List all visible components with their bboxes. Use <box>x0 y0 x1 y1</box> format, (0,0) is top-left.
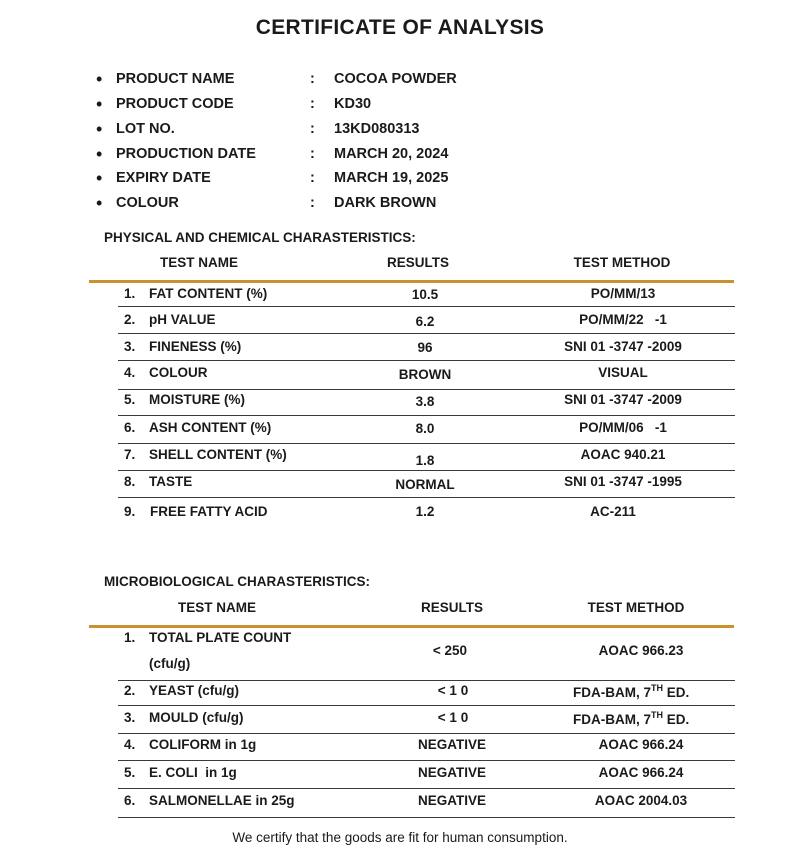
info-value: MARCH 19, 2025 <box>334 170 449 186</box>
row-number: 5. <box>124 392 136 407</box>
row-divider <box>118 733 735 734</box>
row-number: 8. <box>124 474 136 489</box>
test-name: FREE FATTY ACID <box>150 504 268 519</box>
test-method: PO/MM/22 -1 <box>579 312 667 327</box>
row-number: 6. <box>124 420 136 435</box>
bullet-icon: • <box>96 168 103 188</box>
row-number: 1. <box>124 630 136 645</box>
bullet-icon: • <box>96 94 103 114</box>
test-method: PO/MM/06 -1 <box>579 420 667 435</box>
row-number: 4. <box>124 365 136 380</box>
row-number: 2. <box>124 683 136 698</box>
test-method: SNI 01 -3747 -1995 <box>564 474 682 489</box>
info-value: COCOA POWDER <box>334 71 457 87</box>
micro-header-test-method: TEST METHOD <box>587 600 685 615</box>
info-label: PRODUCTION DATE <box>116 146 256 162</box>
header-divider <box>89 625 734 628</box>
test-name: SALMONELLAE in 25g <box>149 793 295 808</box>
info-separator: : <box>310 170 315 186</box>
row-number: 6. <box>124 793 136 808</box>
info-value: DARK BROWN <box>334 195 437 211</box>
row-number: 1. <box>124 286 136 301</box>
row-divider <box>118 306 735 307</box>
test-method: AOAC 966.23 <box>598 643 684 658</box>
test-method: SNI 01 -3747 -2009 <box>564 339 682 354</box>
test-method: PO/MM/13 <box>590 286 656 301</box>
test-method: AOAC 940.21 <box>580 447 666 462</box>
test-result: NEGATIVE <box>417 793 486 808</box>
test-method: AC-211 <box>590 504 636 519</box>
test-result: < 1 0 <box>437 710 469 725</box>
row-divider <box>118 817 735 818</box>
micro-header-test-name: TEST NAME <box>178 600 257 615</box>
row-divider <box>118 497 735 498</box>
test-name: TOTAL PLATE COUNT <box>149 630 292 645</box>
row-number: 5. <box>124 765 136 780</box>
row-number: 3. <box>124 339 136 354</box>
bullet-icon: • <box>96 144 103 164</box>
test-result: NEGATIVE <box>417 737 486 752</box>
info-label: LOT NO. <box>116 121 175 137</box>
info-label: PRODUCT CODE <box>116 96 234 112</box>
physical-header-results: RESULTS <box>386 255 449 270</box>
row-divider <box>118 788 735 789</box>
test-name: COLIFORM in 1g <box>149 737 257 752</box>
info-label: EXPIRY DATE <box>116 170 211 186</box>
row-divider <box>118 470 735 471</box>
info-value: KD30 <box>334 96 372 112</box>
test-name: COLOUR <box>149 365 208 380</box>
info-value: 13KD080313 <box>334 121 420 137</box>
test-result: 96 <box>417 340 433 355</box>
bullet-icon: • <box>96 119 103 139</box>
row-number: 7. <box>124 447 136 462</box>
info-separator: : <box>310 71 315 87</box>
test-result: 3.8 <box>415 394 435 409</box>
test-result: 10.5 <box>411 287 439 302</box>
row-number: 2. <box>124 312 136 327</box>
test-method: VISUAL <box>598 365 648 380</box>
test-result: 6.2 <box>415 314 435 329</box>
info-label: COLOUR <box>116 195 179 211</box>
info-label: PRODUCT NAME <box>116 71 235 87</box>
test-result: < 1 0 <box>437 683 469 698</box>
row-divider <box>118 705 735 706</box>
header-divider <box>89 280 734 283</box>
row-divider <box>118 389 735 390</box>
certification-statement: We certify that the goods are fit for human consumption. <box>232 830 568 845</box>
test-result: NORMAL <box>395 477 455 492</box>
row-number: 4. <box>124 737 136 752</box>
test-method: AOAC 966.24 <box>598 765 684 780</box>
test-name: SHELL CONTENT (%) <box>149 447 287 462</box>
info-separator: : <box>310 195 315 211</box>
test-name: MOISTURE (%) <box>149 392 245 407</box>
test-method: AOAC 966.24 <box>598 737 684 752</box>
test-method: AOAC 2004.03 <box>594 793 688 808</box>
micro-section-title: MICROBIOLOGICAL CHARASTERISTICS: <box>104 574 370 589</box>
bullet-icon: • <box>96 69 103 89</box>
info-value: MARCH 20, 2024 <box>334 146 449 162</box>
test-name: pH VALUE <box>149 312 216 327</box>
info-separator: : <box>310 121 315 137</box>
test-name: ASH CONTENT (%) <box>149 420 272 435</box>
test-name-unit: (cfu/g) <box>149 656 191 671</box>
test-name: FINENESS (%) <box>149 339 242 354</box>
test-result: < 250 <box>432 643 468 658</box>
info-separator: : <box>310 146 315 162</box>
row-number: 3. <box>124 710 136 725</box>
test-name: YEAST (cfu/g) <box>149 683 239 698</box>
row-divider <box>118 415 735 416</box>
test-result: BROWN <box>398 367 452 382</box>
test-name: FAT CONTENT (%) <box>149 286 268 301</box>
test-method: FDA-BAM, 7TH ED. <box>573 683 690 700</box>
test-result: 8.0 <box>415 421 435 436</box>
micro-header-results: RESULTS <box>420 600 483 615</box>
row-divider <box>118 760 735 761</box>
row-divider <box>118 680 735 681</box>
test-result: NEGATIVE <box>417 765 486 780</box>
info-separator: : <box>310 96 315 112</box>
test-name: TASTE <box>149 474 193 489</box>
physical-header-test-name: TEST NAME <box>160 255 239 270</box>
test-name: E. COLI in 1g <box>149 765 237 780</box>
bullet-icon: • <box>96 193 103 213</box>
physical-header-test-method: TEST METHOD <box>573 255 671 270</box>
test-result: 1.8 <box>415 453 435 468</box>
test-method: SNI 01 -3747 -2009 <box>564 392 682 407</box>
test-method: FDA-BAM, 7TH ED. <box>573 710 690 727</box>
row-number: 9. <box>124 504 136 519</box>
test-result: 1.2 <box>415 504 435 519</box>
row-divider <box>118 443 735 444</box>
physical-section-title: PHYSICAL AND CHEMICAL CHARASTERISTICS: <box>104 230 416 245</box>
row-divider <box>118 360 735 361</box>
document-title: CERTIFICATE OF ANALYSIS <box>255 16 545 39</box>
test-name: MOULD (cfu/g) <box>149 710 244 725</box>
row-divider <box>118 333 735 334</box>
